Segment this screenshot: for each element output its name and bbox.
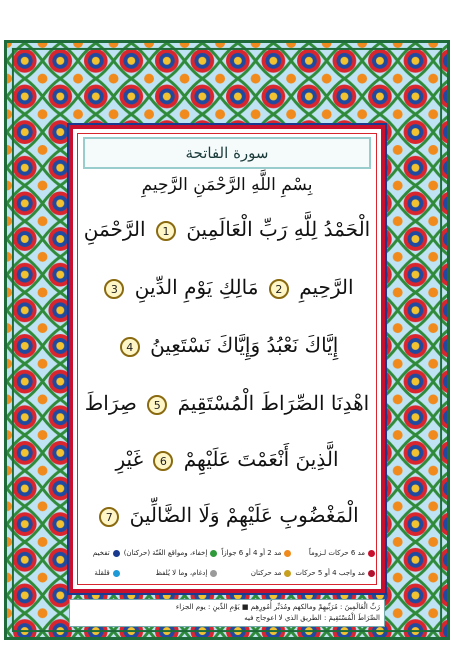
ayah-number-marker: 4 [120, 337, 140, 357]
basmala: بِسْمِ اللَّهِ الرَّحْمَنِ الرَّحِيمِ [141, 175, 313, 195]
legend-item [124, 569, 218, 577]
legend-label: إخفاء، ومواقع الغُنّة (حركتان) [123, 549, 208, 557]
verse-line-4 [81, 391, 373, 415]
word-meanings-notes [69, 599, 385, 627]
legend-dot [210, 550, 217, 557]
legend-item [295, 549, 375, 557]
verse-line-3 [81, 333, 373, 357]
legend-item [295, 569, 375, 577]
verse-line-5 [81, 447, 373, 471]
text-panel [69, 125, 385, 593]
note-line: الصِّرَاطَ الْمُسْتَقِيمَ : الطريق الذي لا اعوجاج فيه [244, 614, 380, 622]
legend-dot [368, 550, 375, 557]
ayah-number-marker: 1 [156, 221, 176, 241]
ayah-number-marker: 2 [269, 279, 289, 299]
verse-text: اهْدِنَا الصِّرَاطَ الْمُسْتَقِيمَ [177, 391, 370, 415]
verse-text: الْمَغْضُوبِ عَلَيْهِمْ وَلَا الضَّالِّينَ [129, 503, 359, 527]
verse-line-1 [81, 217, 373, 241]
legend-label: مد 2 أو 4 أو 6 جوازاً [221, 549, 282, 557]
legend-item [221, 569, 291, 577]
legend-label: إدغام، وما لا يُلفظ [155, 569, 208, 577]
note-line: رَبِّ الْعَالَمِينَ : مُرَبِّيهِمْ ومالكهم ومُدَبِّر أُمُورِهِم ■ يَوْمِ الدِّينِ : يوم الجزاء [175, 603, 380, 611]
surah-title: سورة الفاتحة [185, 144, 269, 162]
verse-text: إِيَّاكَ نَعْبُدُ وَإِيَّاكَ نَسْتَعِينُ [150, 333, 339, 357]
verse-text: الَّذِينَ أَنْعَمْتَ عَلَيْهِمْ [183, 447, 339, 471]
verse-text: الرَّحْمَنِ [83, 217, 146, 241]
legend-dot [284, 570, 291, 577]
legend-item [91, 549, 119, 557]
legend-item [124, 549, 218, 557]
legend-label: تفخيم [92, 549, 110, 557]
legend-dot [113, 550, 120, 557]
verse-text: الْحَمْدُ لِلَّهِ رَبِّ الْعَالَمِينَ [186, 217, 371, 241]
legend-dot [210, 570, 217, 577]
ayah-number-marker: 7 [99, 507, 119, 527]
verse-text: غَيْرِ [115, 447, 144, 471]
verse-text: مَالِكِ يَوْمِ الدِّينِ [134, 275, 259, 299]
ayah-number-marker: 3 [104, 279, 124, 299]
legend-label: مد 6 حركات لـزوماً [308, 549, 365, 557]
ayah-number-marker: 6 [153, 451, 173, 471]
legend-dot [368, 570, 375, 577]
legend-label: مد حركتان [250, 569, 282, 577]
verse-line-6 [81, 503, 373, 527]
legend-label: قلقلة [94, 569, 110, 577]
legend-item [91, 569, 119, 577]
tajweed-legend [79, 543, 375, 583]
verse-text: صِرَاطَ [84, 391, 137, 415]
verse-line-2 [81, 275, 373, 299]
legend-label: مد واجب 4 أو 5 حركات [295, 569, 365, 577]
page-frame [4, 40, 450, 640]
legend-item [221, 549, 291, 557]
ayah-number-marker: 5 [147, 395, 167, 415]
verse-text: الرَّحِيمِ [299, 275, 354, 299]
legend-dot [113, 570, 120, 577]
legend-dot [284, 550, 291, 557]
surah-title-bar [83, 137, 371, 169]
